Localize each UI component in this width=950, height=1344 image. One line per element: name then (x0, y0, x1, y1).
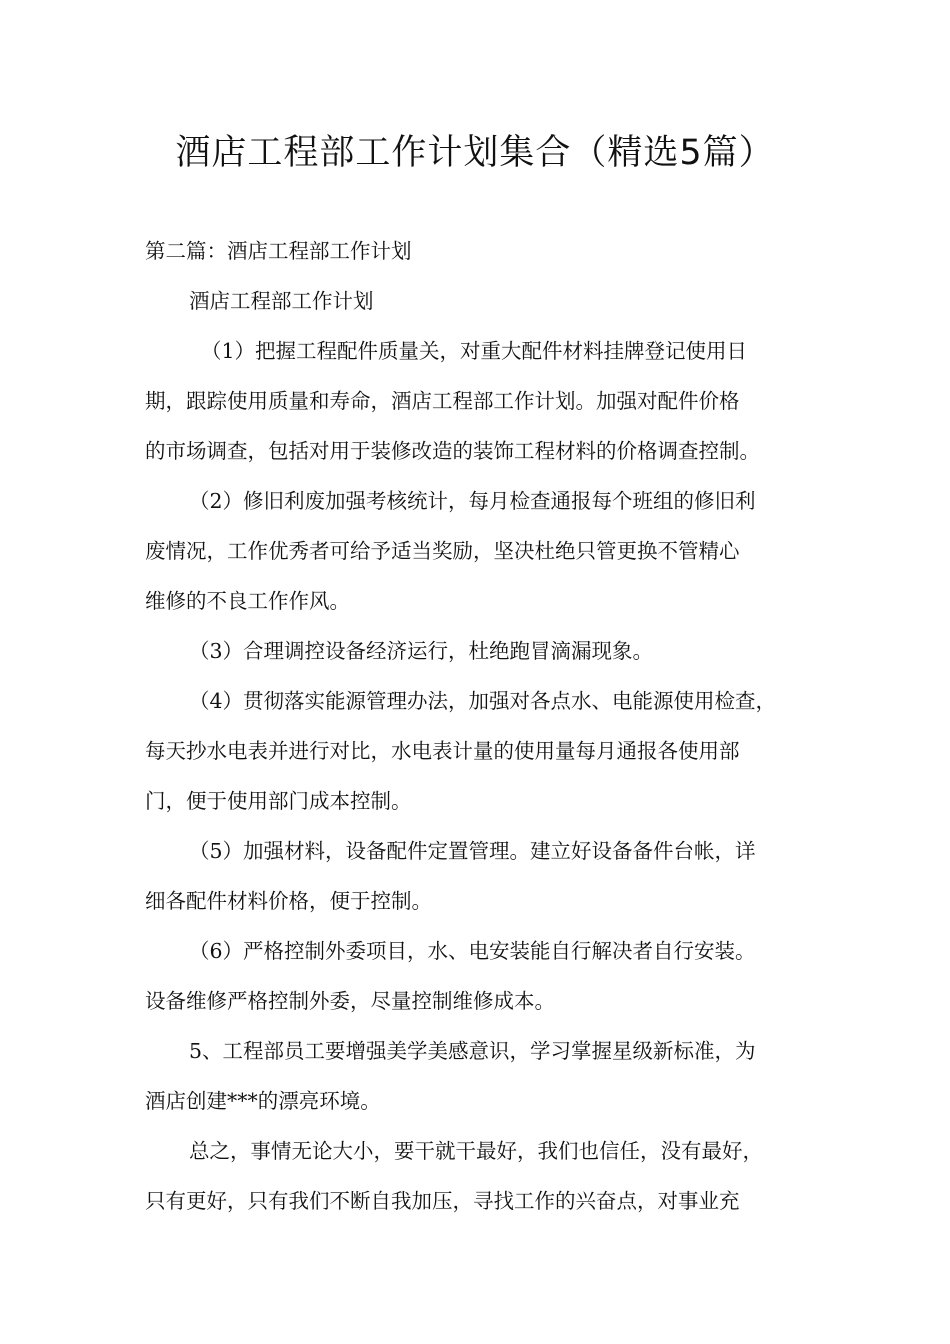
text-line: 第二篇：酒店工程部工作计划 (145, 239, 412, 263)
text-line: 期，跟踪使用质量和寿命，酒店工程部工作计划。加强对配件价格 (145, 389, 740, 413)
text-line: （3）合理调控设备经济运行，杜绝跑冒滴漏现象。 (189, 639, 654, 663)
text-line: （2）修旧利废加强考核统计，每月检查通报每个班组的修旧利 (189, 489, 756, 513)
paragraph (145, 476, 810, 626)
text-line: 废情况，工作优秀者可给予适当奖励，坚决杜绝只管更换不管精心 (145, 539, 740, 563)
text-line: 的市场调查，包括对用于装修改造的装饰工程材料的价格调查控制。 (145, 439, 760, 463)
text-line: 5、工程部员工要增强美学美感意识，学习掌握星级新标准，为 (189, 1039, 756, 1063)
text-line: 酒店创建***的漂亮环境。 (145, 1089, 381, 1113)
text-line: （5）加强材料，设备配件定置管理。建立好设备备件台帐，详 (189, 839, 756, 863)
text-line: 门，便于使用部门成本控制。 (145, 789, 412, 813)
text-line: 每天抄水电表并进行对比，水电表计量的使用量每月通报各使用部 (145, 739, 740, 763)
text-line: 酒店工程部工作计划 (189, 289, 374, 313)
document-body (145, 226, 810, 1226)
text-line: 细各配件材料价格，便于控制。 (145, 889, 432, 913)
text-line: （6）严格控制外委项目，水、电安装能自行解决者自行安装。 (189, 939, 756, 963)
text-line: 总之，事情无论大小，要干就干最好，我们也信任，没有最好， (189, 1139, 763, 1163)
text-line: 设备维修严格控制外委，尽量控制维修成本。 (145, 989, 555, 1013)
paragraph (145, 326, 810, 476)
paragraph (145, 826, 810, 926)
text-line: 只有更好，只有我们不断自我加压，寻找工作的兴奋点，对事业充 (145, 1189, 740, 1213)
paragraph (145, 276, 810, 326)
paragraph (145, 1126, 810, 1226)
paragraph (145, 926, 810, 1026)
text-line: （1）把握工程配件质量关，对重大配件材料挂牌登记使用日 (201, 339, 748, 363)
paragraph (145, 626, 810, 676)
text-line: （4）贯彻落实能源管理办法，加强对各点水、电能源使用检查， (189, 689, 777, 713)
paragraph (145, 226, 810, 276)
text-line: 维修的不良工作作风。 (145, 589, 350, 613)
paragraph (145, 676, 810, 826)
paragraph (145, 1026, 810, 1126)
document-title: 酒店工程部工作计划集合（精选5篇） (175, 133, 775, 173)
